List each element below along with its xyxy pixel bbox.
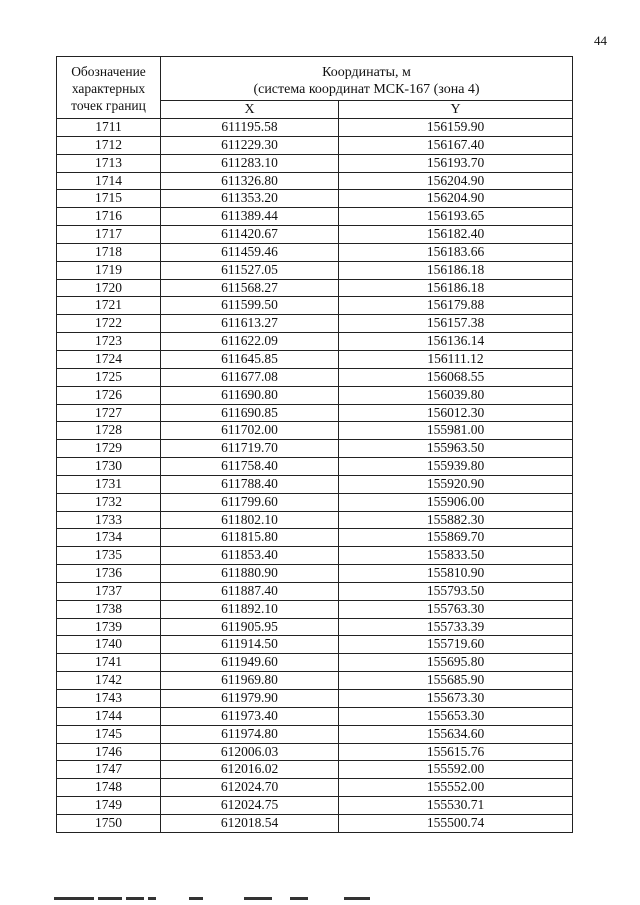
table-row (57, 582, 573, 600)
y-coordinate-cell: 155763.30 (339, 600, 573, 618)
y-coordinate-cell: 155634.60 (339, 725, 573, 743)
x-coordinate-cell: 611802.10 (161, 511, 339, 529)
x-coordinate-cell: 611758.40 (161, 458, 339, 476)
x-coordinate-cell: 611613.27 (161, 315, 339, 333)
table-row (57, 404, 573, 422)
y-coordinate-cell: 155615.76 (339, 743, 573, 761)
point-id-cell: 1735 (57, 547, 161, 565)
point-id-cell: 1712 (57, 136, 161, 154)
point-id-cell: 1721 (57, 297, 161, 315)
table-row (57, 368, 573, 386)
x-coordinate-cell: 612024.70 (161, 779, 339, 797)
x-coordinate-cell: 612006.03 (161, 743, 339, 761)
y-coordinate-cell: 155906.00 (339, 493, 573, 511)
x-coordinate-cell: 611815.80 (161, 529, 339, 547)
point-id-cell: 1743 (57, 690, 161, 708)
y-coordinate-cell: 156111.12 (339, 350, 573, 368)
point-id-cell: 1738 (57, 600, 161, 618)
point-id-cell: 1718 (57, 243, 161, 261)
y-coordinate-cell: 156186.18 (339, 279, 573, 297)
table-row (57, 654, 573, 672)
cropped-footer-text (54, 897, 414, 905)
x-coordinate-cell: 612024.75 (161, 797, 339, 815)
x-coordinate-cell: 611527.05 (161, 261, 339, 279)
y-coordinate-cell: 155963.50 (339, 440, 573, 458)
y-coordinate-cell: 155733.39 (339, 618, 573, 636)
x-coordinate-cell: 611690.85 (161, 404, 339, 422)
table-row (57, 779, 573, 797)
table-row (57, 529, 573, 547)
table-row (57, 226, 573, 244)
table-row (57, 458, 573, 476)
y-coordinate-cell: 156193.70 (339, 154, 573, 172)
y-coordinate-cell: 156039.80 (339, 386, 573, 404)
point-id-cell: 1730 (57, 458, 161, 476)
x-coordinate-cell: 611283.10 (161, 154, 339, 172)
point-id-cell: 1724 (57, 350, 161, 368)
table-row (57, 386, 573, 404)
y-coordinate-cell: 156204.90 (339, 172, 573, 190)
table-row (57, 797, 573, 815)
x-coordinate-cell: 611568.27 (161, 279, 339, 297)
table-row (57, 243, 573, 261)
table-row (57, 172, 573, 190)
table-row (57, 511, 573, 529)
y-coordinate-cell: 156179.88 (339, 297, 573, 315)
point-id-cell: 1722 (57, 315, 161, 333)
point-id-cell: 1714 (57, 172, 161, 190)
x-coordinate-cell: 611702.00 (161, 422, 339, 440)
y-coordinate-cell: 155920.90 (339, 475, 573, 493)
point-id-cell: 1717 (57, 226, 161, 244)
table-row (57, 350, 573, 368)
point-id-cell: 1741 (57, 654, 161, 672)
x-coordinate-cell: 611195.58 (161, 119, 339, 137)
table-row (57, 547, 573, 565)
point-id-cell: 1716 (57, 208, 161, 226)
x-coordinate-cell: 611677.08 (161, 368, 339, 386)
point-id-cell: 1740 (57, 636, 161, 654)
table-row (57, 475, 573, 493)
coordinates-header-line1: Координаты, м (322, 65, 411, 80)
y-coordinate-cell: 156182.40 (339, 226, 573, 244)
point-id-cell: 1728 (57, 422, 161, 440)
y-coordinate-cell: 155981.00 (339, 422, 573, 440)
y-coordinate-cell: 156193.65 (339, 208, 573, 226)
x-coordinate-cell: 611622.09 (161, 333, 339, 351)
x-column-header: X (161, 101, 339, 119)
coordinates-header-line2: (система координат МСК-167 (зона 4) (253, 82, 480, 97)
table-row (57, 136, 573, 154)
table-row (57, 440, 573, 458)
table-row (57, 333, 573, 351)
table-row (57, 565, 573, 583)
x-coordinate-cell: 611645.85 (161, 350, 339, 368)
table-row (57, 190, 573, 208)
y-coordinate-cell: 155500.74 (339, 814, 573, 832)
y-coordinate-cell: 156136.14 (339, 333, 573, 351)
point-designation-header: Обозначение характерных точек границ (57, 57, 161, 119)
x-coordinate-cell: 611974.80 (161, 725, 339, 743)
y-coordinate-cell: 155833.50 (339, 547, 573, 565)
x-coordinate-cell: 612016.02 (161, 761, 339, 779)
y-coordinate-cell: 155530.71 (339, 797, 573, 815)
point-id-cell: 1731 (57, 475, 161, 493)
x-coordinate-cell: 611969.80 (161, 672, 339, 690)
x-coordinate-cell: 611914.50 (161, 636, 339, 654)
point-id-cell: 1745 (57, 725, 161, 743)
y-coordinate-cell: 156183.66 (339, 243, 573, 261)
x-coordinate-cell: 611973.40 (161, 707, 339, 725)
y-coordinate-cell: 156186.18 (339, 261, 573, 279)
point-id-cell: 1749 (57, 797, 161, 815)
point-id-cell: 1713 (57, 154, 161, 172)
x-coordinate-cell: 611353.20 (161, 190, 339, 208)
y-coordinate-cell: 155793.50 (339, 582, 573, 600)
point-id-cell: 1727 (57, 404, 161, 422)
point-id-cell: 1720 (57, 279, 161, 297)
table-row (57, 297, 573, 315)
point-id-cell: 1750 (57, 814, 161, 832)
y-coordinate-cell: 155939.80 (339, 458, 573, 476)
x-coordinate-cell: 611389.44 (161, 208, 339, 226)
table-row (57, 672, 573, 690)
x-coordinate-cell: 611788.40 (161, 475, 339, 493)
table-row (57, 725, 573, 743)
point-id-cell: 1726 (57, 386, 161, 404)
table-row (57, 261, 573, 279)
table-row (57, 154, 573, 172)
table-row (57, 707, 573, 725)
x-coordinate-cell: 611949.60 (161, 654, 339, 672)
y-column-header: Y (339, 101, 573, 119)
point-id-cell: 1744 (57, 707, 161, 725)
point-id-cell: 1734 (57, 529, 161, 547)
coordinates-table (56, 56, 573, 833)
point-id-cell: 1732 (57, 493, 161, 511)
x-coordinate-cell: 612018.54 (161, 814, 339, 832)
page-number: 44 (594, 33, 607, 48)
y-coordinate-cell: 156068.55 (339, 368, 573, 386)
y-coordinate-cell: 155673.30 (339, 690, 573, 708)
x-coordinate-cell: 611690.80 (161, 386, 339, 404)
point-id-cell: 1723 (57, 333, 161, 351)
table-row (57, 422, 573, 440)
x-coordinate-cell: 611799.60 (161, 493, 339, 511)
point-id-cell: 1748 (57, 779, 161, 797)
y-coordinate-cell: 155810.90 (339, 565, 573, 583)
x-coordinate-cell: 611853.40 (161, 547, 339, 565)
x-coordinate-cell: 611229.30 (161, 136, 339, 154)
y-coordinate-cell: 155882.30 (339, 511, 573, 529)
table-row (57, 315, 573, 333)
y-coordinate-cell: 155869.70 (339, 529, 573, 547)
y-coordinate-cell: 156157.38 (339, 315, 573, 333)
x-coordinate-cell: 611459.46 (161, 243, 339, 261)
table-row (57, 690, 573, 708)
y-coordinate-cell: 155695.80 (339, 654, 573, 672)
y-coordinate-cell: 156204.90 (339, 190, 573, 208)
point-id-cell: 1733 (57, 511, 161, 529)
point-id-cell: 1711 (57, 119, 161, 137)
point-id-cell: 1737 (57, 582, 161, 600)
table-row (57, 636, 573, 654)
x-coordinate-cell: 611979.90 (161, 690, 339, 708)
y-coordinate-cell: 156159.90 (339, 119, 573, 137)
y-coordinate-cell: 155653.30 (339, 707, 573, 725)
table-row (57, 814, 573, 832)
y-coordinate-cell: 156012.30 (339, 404, 573, 422)
point-id-cell: 1719 (57, 261, 161, 279)
x-coordinate-cell: 611880.90 (161, 565, 339, 583)
y-coordinate-cell: 155592.00 (339, 761, 573, 779)
x-coordinate-cell: 611905.95 (161, 618, 339, 636)
point-id-cell: 1747 (57, 761, 161, 779)
x-coordinate-cell: 611326.80 (161, 172, 339, 190)
table-row (57, 618, 573, 636)
point-id-cell: 1746 (57, 743, 161, 761)
table-row (57, 119, 573, 137)
y-coordinate-cell: 155552.00 (339, 779, 573, 797)
point-id-cell: 1739 (57, 618, 161, 636)
y-coordinate-cell: 156167.40 (339, 136, 573, 154)
table-row (57, 743, 573, 761)
x-coordinate-cell: 611420.67 (161, 226, 339, 244)
x-coordinate-cell: 611887.40 (161, 582, 339, 600)
point-id-cell: 1736 (57, 565, 161, 583)
table-header-row (57, 57, 573, 101)
x-coordinate-cell: 611719.70 (161, 440, 339, 458)
table-row (57, 761, 573, 779)
table-row (57, 279, 573, 297)
coordinates-group-header (161, 57, 573, 101)
y-coordinate-cell: 155719.60 (339, 636, 573, 654)
coordinates-table-body (57, 57, 573, 833)
point-id-cell: 1742 (57, 672, 161, 690)
table-row (57, 600, 573, 618)
point-id-cell: 1729 (57, 440, 161, 458)
table-row (57, 208, 573, 226)
x-coordinate-cell: 611892.10 (161, 600, 339, 618)
point-id-cell: 1725 (57, 368, 161, 386)
table-row (57, 493, 573, 511)
y-coordinate-cell: 155685.90 (339, 672, 573, 690)
x-coordinate-cell: 611599.50 (161, 297, 339, 315)
point-id-cell: 1715 (57, 190, 161, 208)
